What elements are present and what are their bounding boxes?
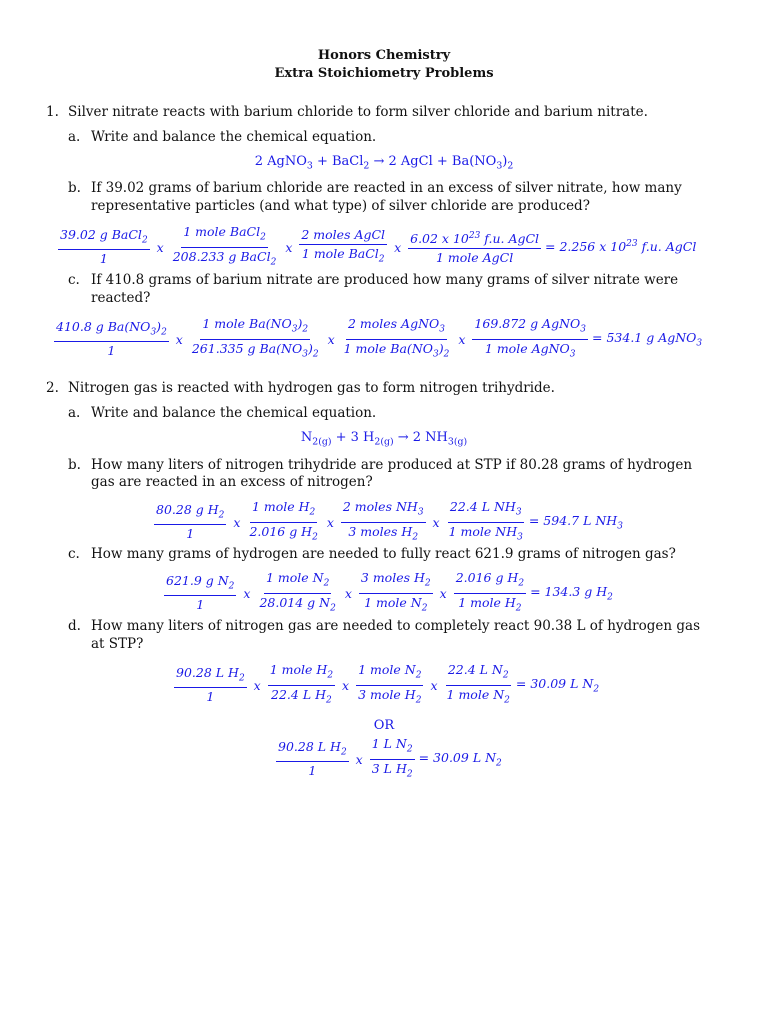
fraction: $\frac{22.4 L N_2}{1 mole N_2}$ [446,662,510,705]
calculation-1c: $\frac{410.8 g Ba(NO_3)_2}{1}$ x $\frac{1 mole Ba(NO_3)_2}{261.335 g Ba(NO_3)_2}$ x $\frac{2 moles AgNO_3}{1 mole Ba(NO_3)_2}$ x $\frac{169.872 g AgNO_3}{1 mole AgNO_3}$ = 534.1 g AgNO$_3$ [52,316,702,362]
fraction: $\frac{2.016 g H_2}{1 mole H_2}$ [455,570,525,613]
fraction: $\frac{1 mole H_2}{2.016 g H_2}$ [249,499,318,542]
fraction: $\frac{1 mole BaCl_2}{208.233 g BaCl_2}$ [172,224,277,267]
fraction: $\frac{410.8 g Ba(NO_3)_2}{1}$ [56,318,167,359]
problem-1c-line2: reacted? [91,290,151,306]
problem-2c-label: c. [68,546,80,562]
fraction: $\frac{1 mole N_2}{3 mole H_2}$ [358,662,422,705]
problem-1b-line2: representative particles (and what type) of silver chloride are produced? [91,198,590,214]
problem-2a-label: a. [68,405,81,421]
fraction: $\frac{90.28 L H_2}{1}$ [176,664,245,705]
fraction: $\frac{39.02 g BaCl_2}{1}$ [60,226,148,267]
or-separator: OR [373,718,395,733]
fraction: $\frac{22.4 L NH_3}{1 mole NH_3}$ [448,499,523,542]
fraction: $\frac{6.02 x 10^{23} f.u. AgCl}{\text{1 mole AgCl}}$ [408,228,541,266]
problem-1c-line1: If 410.8 grams of barium nitrate are produced how many grams of silver nitrate were [91,272,679,288]
fraction: $\frac{3 moles H_2}{1 mole N_2}$ [360,570,431,613]
problem-2a-text: Write and balance the chemical equation. [91,405,377,421]
problem-2d-line2: at STP? [91,636,144,652]
calculation-1b: $\frac{39.02 g BaCl_2}{1}$ x $\frac{1 mole BaCl_2}{208.233 g BaCl_2}$ x $\frac{\text{2 moles AgCl}}{1 mole BaCl_2}$ x $\frac{6.02 x 10^{23} f.u. AgCl}{\text{1 mole AgCl}}$ = 2.256 x $10^{23}$ f.u. AgCl [56,224,696,270]
problem-1b-label: b. [68,180,81,196]
fraction: $\frac{\text{2 moles AgCl}}{1 mole BaCl_2}$ [301,226,386,265]
fraction: $\frac{90.28 L H_2}{1}$ [278,738,347,779]
calculation-2d-alternative: $\frac{90.28 L H_2}{1}$ x $\frac{1 L N_2}{3 L H_2}$ = 30.09 L $N_2$ [274,736,502,782]
problem-1-text: Silver nitrate reacts with barium chloride to form silver chloride and barium nitrate. [68,104,648,120]
fraction: $\frac{2 moles NH_3}{3 moles H_2}$ [342,499,424,542]
problem-2b-line2: gas are reacted in an excess of nitrogen? [91,474,373,490]
problem-1c-label: c. [68,272,80,288]
equation-1: 2 AgNO$_3$ + BaCl$_2$ → 2 AgCl + $Ba(NO_3)_2$ [254,154,514,172]
fraction: $\frac{2 moles AgNO_3}{1 mole Ba(NO_3)_2}$ [343,316,450,359]
fraction: $\frac{1 mole H_2}{22.4 L H_2}$ [269,662,334,705]
equation-2: $N_{2(g)} + 3$ $H_{2(g)} \to 2$ $NH_{3(g)}$ [300,430,468,448]
fraction: $\frac{621.9 g N_2}{1}$ [166,572,235,613]
fraction: $\frac{1 L N_2}{3 L H_2}$ [371,736,413,779]
problem-1a-label: a. [68,129,81,145]
problem-2d-line1: How many liters of nitrogen gas are needed to completely react 90.38 L of hydrogen gas [91,618,701,634]
title-worksheet: Extra Stoichiometry Problems [274,66,494,81]
fraction: $\frac{1 mole Ba(NO_3)_2}{261.335 g Ba(NO_3)_2}$ [191,316,319,359]
problem-2-text: Nitrogen gas is reacted with hydrogen gas to form nitrogen trihydride. [68,380,555,396]
problem-2d-label: d. [68,618,81,634]
problem-2b-label: b. [68,457,81,473]
problem-2b-line1: How many liters of nitrogen trihydride are produced at STP if 80.28 grams of hydrogen [91,457,693,473]
calculation-2c: $\frac{621.9 g N_2}{1}$ x $\frac{1 mole N_2}{28.014 g N_2}$ x $\frac{3 moles H_2}{1 mole N_2}$ x $\frac{2.016 g H_2}{1 mole H_2}$ = 134.3 g $H_2$ [162,570,613,616]
problem-2-number: 2. [46,380,59,396]
problem-1b-line1: If 39.02 grams of barium chloride are reacted in an excess of silver nitrate, how many [91,180,682,196]
problem-1a-text: Write and balance the chemical equation. [91,129,377,145]
calculation-2b: $\frac{80.28 g H_2}{1}$ x $\frac{1 mole H_2}{2.016 g H_2}$ x $\frac{2 moles NH_3}{3 moles H_2}$ x $\frac{22.4 L NH_3}{1 mole NH_3}$ = 594.7 L $NH_3$ [152,499,623,545]
fraction: $\frac{169.872 g AgNO_3}{1 mole AgNO_3}$ [474,316,587,359]
problem-2c-text: How many grams of hydrogen are needed to fully react 621.9 grams of nitrogen gas? [91,546,676,562]
fraction: $\frac{80.28 g H_2}{1}$ [156,501,225,542]
problem-1-number: 1. [46,104,59,120]
fraction: $\frac{1 mole N_2}{28.014 g N_2}$ [259,570,336,613]
calculation-2d: $\frac{90.28 L H_2}{1}$ x $\frac{1 mole H_2}{22.4 L H_2}$ x $\frac{1 mole N_2}{3 mole H_2}$ x $\frac{22.4 L N_2}{1 mole N_2}$ = 30.09 L $N_2$ [172,662,599,708]
title-course: Honors Chemistry [317,48,451,63]
